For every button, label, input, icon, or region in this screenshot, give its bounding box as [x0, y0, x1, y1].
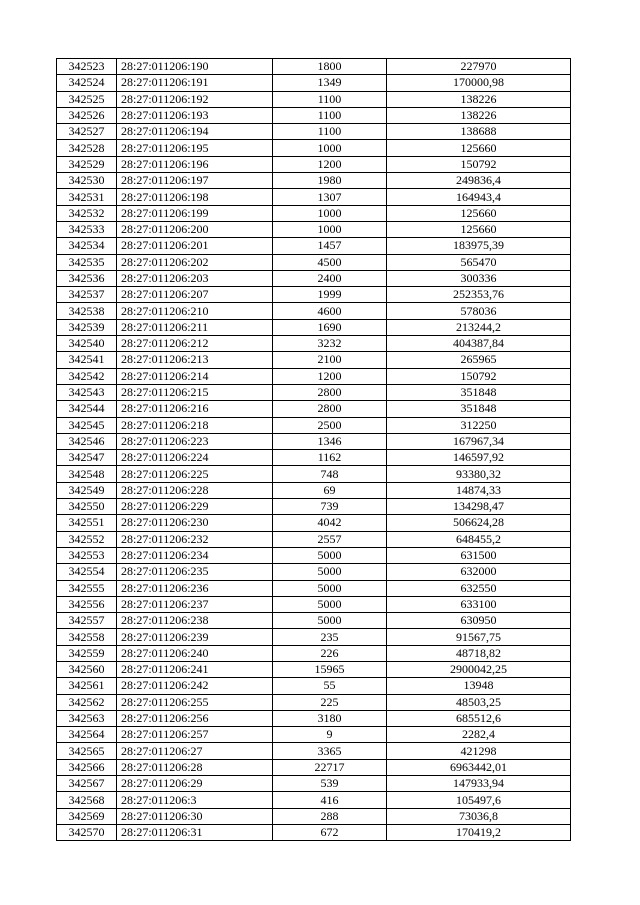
cadastral-value-cell: 125660 [387, 140, 571, 156]
row-number-cell: 342526 [57, 107, 117, 123]
area-cell: 1346 [273, 433, 387, 449]
row-number-cell: 342542 [57, 368, 117, 384]
cadastral-value-cell: 150792 [387, 156, 571, 172]
row-number-cell: 342523 [57, 59, 117, 75]
area-cell: 1999 [273, 287, 387, 303]
cadastral-value-cell: 150792 [387, 368, 571, 384]
cadastral-number-cell: 28:27:011206:224 [117, 450, 273, 466]
row-number-cell: 342532 [57, 205, 117, 221]
cadastral-number-cell: 28:27:011206:255 [117, 694, 273, 710]
cadastral-number-cell: 28:27:011206:207 [117, 287, 273, 303]
cadastral-number-cell: 28:27:011206:191 [117, 75, 273, 91]
area-cell: 1980 [273, 173, 387, 189]
row-number-cell: 342536 [57, 270, 117, 286]
row-number-cell: 342551 [57, 515, 117, 531]
cadastral-number-cell: 28:27:011206:239 [117, 629, 273, 645]
cadastral-value-cell: 48718,82 [387, 645, 571, 661]
table-row [57, 613, 571, 629]
area-cell: 1000 [273, 221, 387, 237]
area-cell: 3180 [273, 710, 387, 726]
area-cell: 5000 [273, 547, 387, 563]
cadastral-value-cell: 164943,4 [387, 189, 571, 205]
row-number-cell: 342528 [57, 140, 117, 156]
cadastral-number-cell: 28:27:011206:213 [117, 352, 273, 368]
cadastral-value-cell: 632550 [387, 580, 571, 596]
table-row [57, 629, 571, 645]
area-cell: 1200 [273, 156, 387, 172]
table-row [57, 189, 571, 205]
cadastral-value-cell: 14874,33 [387, 482, 571, 498]
cadastral-number-cell: 28:27:011206:200 [117, 221, 273, 237]
cadastral-value-cell: 249836,4 [387, 173, 571, 189]
cadastral-value-table [56, 58, 571, 841]
cadastral-number-cell: 28:27:011206:27 [117, 743, 273, 759]
table-row [57, 547, 571, 563]
area-cell: 2500 [273, 417, 387, 433]
area-cell: 2800 [273, 401, 387, 417]
cadastral-value-cell: 632000 [387, 564, 571, 580]
cadastral-value-cell: 125660 [387, 205, 571, 221]
row-number-cell: 342527 [57, 124, 117, 140]
cadastral-number-cell: 28:27:011206:30 [117, 808, 273, 824]
cadastral-number-cell: 28:27:011206:3 [117, 792, 273, 808]
table-row [57, 808, 571, 824]
cadastral-value-cell: 2282,4 [387, 727, 571, 743]
cadastral-value-cell: 170419,2 [387, 824, 571, 840]
cadastral-value-cell: 6963442,01 [387, 759, 571, 775]
cadastral-value-cell: 252353,76 [387, 287, 571, 303]
cadastral-number-cell: 28:27:011206:215 [117, 384, 273, 400]
cadastral-value-cell: 265965 [387, 352, 571, 368]
area-cell: 1349 [273, 75, 387, 91]
cadastral-number-cell: 28:27:011206:28 [117, 759, 273, 775]
cadastral-value-cell: 105497,6 [387, 792, 571, 808]
row-number-cell: 342559 [57, 645, 117, 661]
cadastral-number-cell: 28:27:011206:29 [117, 776, 273, 792]
table-row [57, 466, 571, 482]
cadastral-value-cell: 565470 [387, 254, 571, 270]
area-cell: 1162 [273, 450, 387, 466]
table-row [57, 319, 571, 335]
table-row [57, 75, 571, 91]
table-row [57, 384, 571, 400]
area-cell: 226 [273, 645, 387, 661]
row-number-cell: 342541 [57, 352, 117, 368]
cadastral-number-cell: 28:27:011206:212 [117, 336, 273, 352]
row-number-cell: 342569 [57, 808, 117, 824]
cadastral-value-cell: 351848 [387, 401, 571, 417]
table-row [57, 205, 571, 221]
table-row [57, 287, 571, 303]
table-row [57, 515, 571, 531]
table-row [57, 140, 571, 156]
row-number-cell: 342555 [57, 580, 117, 596]
area-cell: 2400 [273, 270, 387, 286]
cadastral-value-cell: 633100 [387, 596, 571, 612]
cadastral-value-cell: 13948 [387, 678, 571, 694]
row-number-cell: 342533 [57, 221, 117, 237]
table-row [57, 727, 571, 743]
table-row [57, 270, 571, 286]
cadastral-number-cell: 28:27:011206:201 [117, 238, 273, 254]
area-cell: 1800 [273, 59, 387, 75]
table-row [57, 710, 571, 726]
cadastral-number-cell: 28:27:011206:210 [117, 303, 273, 319]
table-row [57, 352, 571, 368]
cadastral-number-cell: 28:27:011206:192 [117, 91, 273, 107]
area-cell: 22717 [273, 759, 387, 775]
cadastral-number-cell: 28:27:011206:197 [117, 173, 273, 189]
row-number-cell: 342530 [57, 173, 117, 189]
table-row [57, 107, 571, 123]
cadastral-number-cell: 28:27:011206:232 [117, 531, 273, 547]
table-row [57, 156, 571, 172]
row-number-cell: 342556 [57, 596, 117, 612]
cadastral-number-cell: 28:27:011206:214 [117, 368, 273, 384]
cadastral-number-cell: 28:27:011206:31 [117, 824, 273, 840]
cadastral-number-cell: 28:27:011206:218 [117, 417, 273, 433]
row-number-cell: 342540 [57, 336, 117, 352]
table-row [57, 792, 571, 808]
cadastral-number-cell: 28:27:011206:242 [117, 678, 273, 694]
cadastral-value-cell: 685512,6 [387, 710, 571, 726]
cadastral-value-cell: 213244,2 [387, 319, 571, 335]
row-number-cell: 342545 [57, 417, 117, 433]
table-row [57, 303, 571, 319]
cadastral-value-cell: 631500 [387, 547, 571, 563]
cadastral-value-cell: 125660 [387, 221, 571, 237]
cadastral-value-cell: 93380,32 [387, 466, 571, 482]
cadastral-value-cell: 134298,47 [387, 499, 571, 515]
cadastral-number-cell: 28:27:011206:203 [117, 270, 273, 286]
table-row [57, 401, 571, 417]
row-number-cell: 342531 [57, 189, 117, 205]
row-number-cell: 342567 [57, 776, 117, 792]
cadastral-number-cell: 28:27:011206:193 [117, 107, 273, 123]
row-number-cell: 342565 [57, 743, 117, 759]
table-row [57, 59, 571, 75]
cadastral-number-cell: 28:27:011206:235 [117, 564, 273, 580]
table-row [57, 336, 571, 352]
table-row [57, 531, 571, 547]
table-row [57, 759, 571, 775]
cadastral-value-cell: 48503,25 [387, 694, 571, 710]
cadastral-value-cell: 146597,92 [387, 450, 571, 466]
cadastral-number-cell: 28:27:011206:216 [117, 401, 273, 417]
table-row [57, 824, 571, 840]
cadastral-value-cell: 138688 [387, 124, 571, 140]
cadastral-number-cell: 28:27:011206:223 [117, 433, 273, 449]
cadastral-value-cell: 506624,28 [387, 515, 571, 531]
area-cell: 2800 [273, 384, 387, 400]
row-number-cell: 342549 [57, 482, 117, 498]
row-number-cell: 342537 [57, 287, 117, 303]
row-number-cell: 342543 [57, 384, 117, 400]
table-row [57, 417, 571, 433]
cadastral-value-cell: 73036,8 [387, 808, 571, 824]
row-number-cell: 342560 [57, 661, 117, 677]
cadastral-value-cell: 138226 [387, 107, 571, 123]
row-number-cell: 342554 [57, 564, 117, 580]
area-cell: 1100 [273, 124, 387, 140]
area-cell: 288 [273, 808, 387, 824]
cadastral-value-cell: 91567,75 [387, 629, 571, 645]
cadastral-number-cell: 28:27:011206:198 [117, 189, 273, 205]
area-cell: 416 [273, 792, 387, 808]
cadastral-number-cell: 28:27:011206:195 [117, 140, 273, 156]
area-cell: 9 [273, 727, 387, 743]
table-row [57, 580, 571, 596]
area-cell: 5000 [273, 613, 387, 629]
table-row [57, 499, 571, 515]
cadastral-number-cell: 28:27:011206:240 [117, 645, 273, 661]
row-number-cell: 342553 [57, 547, 117, 563]
area-cell: 15965 [273, 661, 387, 677]
cadastral-value-cell: 183975,39 [387, 238, 571, 254]
row-number-cell: 342552 [57, 531, 117, 547]
cadastral-number-cell: 28:27:011206:238 [117, 613, 273, 629]
cadastral-number-cell: 28:27:011206:237 [117, 596, 273, 612]
table-row [57, 173, 571, 189]
row-number-cell: 342570 [57, 824, 117, 840]
cadastral-value-cell: 227970 [387, 59, 571, 75]
area-cell: 739 [273, 499, 387, 515]
row-number-cell: 342568 [57, 792, 117, 808]
cadastral-value-cell: 167967,34 [387, 433, 571, 449]
table-row [57, 564, 571, 580]
cadastral-value-cell: 421298 [387, 743, 571, 759]
row-number-cell: 342562 [57, 694, 117, 710]
table-body [57, 59, 571, 841]
table-row [57, 450, 571, 466]
cadastral-number-cell: 28:27:011206:196 [117, 156, 273, 172]
row-number-cell: 342546 [57, 433, 117, 449]
cadastral-value-cell: 578036 [387, 303, 571, 319]
area-cell: 5000 [273, 596, 387, 612]
area-cell: 539 [273, 776, 387, 792]
cadastral-value-cell: 138226 [387, 91, 571, 107]
row-number-cell: 342561 [57, 678, 117, 694]
row-number-cell: 342550 [57, 499, 117, 515]
row-number-cell: 342558 [57, 629, 117, 645]
table-row [57, 238, 571, 254]
cadastral-number-cell: 28:27:011206:202 [117, 254, 273, 270]
area-cell: 672 [273, 824, 387, 840]
area-cell: 1690 [273, 319, 387, 335]
cadastral-number-cell: 28:27:011206:256 [117, 710, 273, 726]
area-cell: 748 [273, 466, 387, 482]
row-number-cell: 342538 [57, 303, 117, 319]
row-number-cell: 342524 [57, 75, 117, 91]
table-row [57, 482, 571, 498]
cadastral-number-cell: 28:27:011206:190 [117, 59, 273, 75]
cadastral-number-cell: 28:27:011206:199 [117, 205, 273, 221]
row-number-cell: 342557 [57, 613, 117, 629]
row-number-cell: 342525 [57, 91, 117, 107]
area-cell: 1100 [273, 107, 387, 123]
area-cell: 2557 [273, 531, 387, 547]
table-row [57, 694, 571, 710]
cadastral-value-cell: 630950 [387, 613, 571, 629]
table-row [57, 433, 571, 449]
cadastral-number-cell: 28:27:011206:241 [117, 661, 273, 677]
area-cell: 69 [273, 482, 387, 498]
area-cell: 4042 [273, 515, 387, 531]
cadastral-number-cell: 28:27:011206:230 [117, 515, 273, 531]
area-cell: 5000 [273, 564, 387, 580]
area-cell: 2100 [273, 352, 387, 368]
cadastral-number-cell: 28:27:011206:229 [117, 499, 273, 515]
area-cell: 5000 [273, 580, 387, 596]
table-row [57, 254, 571, 270]
area-cell: 1000 [273, 140, 387, 156]
cadastral-number-cell: 28:27:011206:236 [117, 580, 273, 596]
cadastral-number-cell: 28:27:011206:257 [117, 727, 273, 743]
area-cell: 4500 [273, 254, 387, 270]
cadastral-number-cell: 28:27:011206:228 [117, 482, 273, 498]
table-row [57, 776, 571, 792]
cadastral-value-cell: 170000,98 [387, 75, 571, 91]
row-number-cell: 342535 [57, 254, 117, 270]
row-number-cell: 342544 [57, 401, 117, 417]
area-cell: 55 [273, 678, 387, 694]
table-row [57, 678, 571, 694]
table-row [57, 661, 571, 677]
row-number-cell: 342534 [57, 238, 117, 254]
row-number-cell: 342547 [57, 450, 117, 466]
cadastral-number-cell: 28:27:011206:225 [117, 466, 273, 482]
area-cell: 235 [273, 629, 387, 645]
cadastral-number-cell: 28:27:011206:211 [117, 319, 273, 335]
cadastral-value-cell: 312250 [387, 417, 571, 433]
row-number-cell: 342548 [57, 466, 117, 482]
area-cell: 225 [273, 694, 387, 710]
cadastral-number-cell: 28:27:011206:194 [117, 124, 273, 140]
row-number-cell: 342566 [57, 759, 117, 775]
cadastral-value-cell: 300336 [387, 270, 571, 286]
area-cell: 1000 [273, 205, 387, 221]
row-number-cell: 342564 [57, 727, 117, 743]
table-row [57, 368, 571, 384]
area-cell: 1307 [273, 189, 387, 205]
area-cell: 1457 [273, 238, 387, 254]
cadastral-value-cell: 404387,84 [387, 336, 571, 352]
cadastral-value-cell: 147933,94 [387, 776, 571, 792]
row-number-cell: 342563 [57, 710, 117, 726]
row-number-cell: 342539 [57, 319, 117, 335]
row-number-cell: 342529 [57, 156, 117, 172]
cadastral-value-cell: 2900042,25 [387, 661, 571, 677]
area-cell: 1200 [273, 368, 387, 384]
cadastral-number-cell: 28:27:011206:234 [117, 547, 273, 563]
table-row [57, 596, 571, 612]
area-cell: 1100 [273, 91, 387, 107]
area-cell: 3365 [273, 743, 387, 759]
cadastral-value-cell: 351848 [387, 384, 571, 400]
area-cell: 4600 [273, 303, 387, 319]
area-cell: 3232 [273, 336, 387, 352]
table-row [57, 221, 571, 237]
cadastral-value-cell: 648455,2 [387, 531, 571, 547]
table-row [57, 645, 571, 661]
table-row [57, 91, 571, 107]
table-row [57, 743, 571, 759]
table-row [57, 124, 571, 140]
